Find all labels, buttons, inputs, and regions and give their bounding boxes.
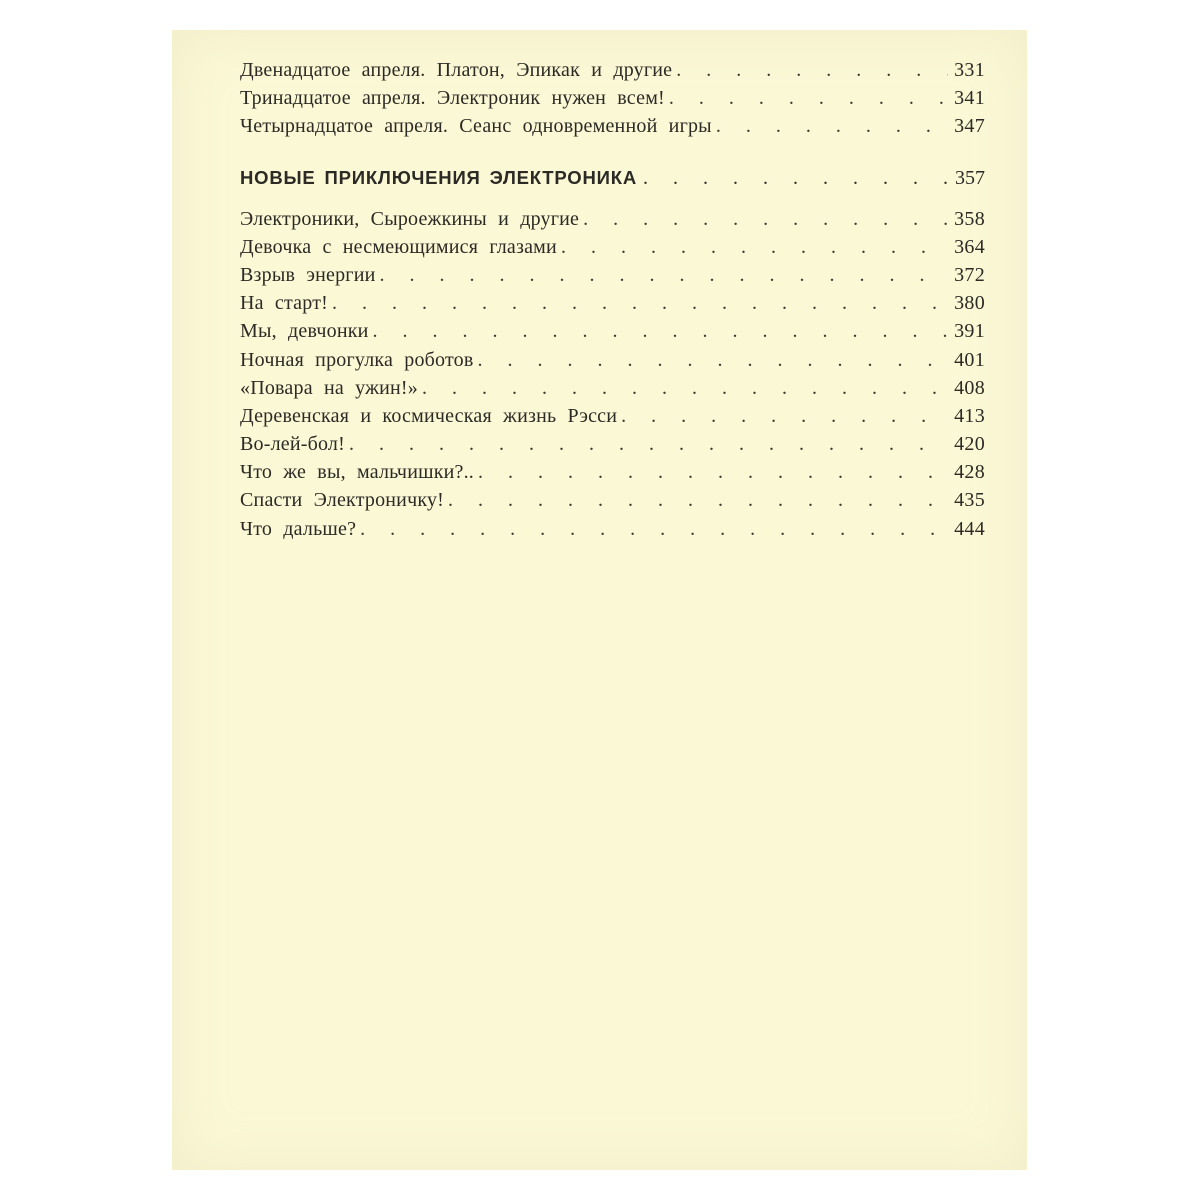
toc-entry-page: 364 [954, 235, 985, 258]
toc-entry [240, 515, 985, 543]
leader-dots [373, 317, 949, 345]
toc-entry-title: Что же вы, мальчишки?.. [240, 461, 474, 484]
toc-entry-title: Электроники, Сыроежкины и другие [240, 207, 580, 230]
toc-entry-page: 347 [954, 115, 985, 138]
toc-entry-page: 391 [954, 320, 985, 343]
leader-dots [349, 430, 948, 458]
toc-entry [240, 374, 985, 402]
book-page [172, 30, 1027, 1170]
leader-dots [332, 289, 948, 317]
toc-entry-title: Четырнадцатое апреля. Сеанс одновременной игры [240, 115, 712, 138]
leader-dots [621, 402, 948, 430]
toc-entry-page: 413 [954, 404, 985, 427]
toc-entry-page: 420 [954, 433, 985, 456]
toc-entry [240, 486, 985, 514]
toc-entry-title: «Повара на ужин!» [240, 376, 418, 399]
leader-dots [669, 84, 948, 112]
toc-entry-page: 380 [954, 292, 985, 315]
toc-section-heading [240, 161, 985, 195]
toc-entry [240, 402, 985, 430]
toc-entry [240, 112, 985, 140]
leader-dots [360, 515, 948, 543]
toc-entry [240, 289, 985, 317]
toc-entry-title: Ночная прогулка роботов [240, 348, 474, 371]
toc-entry [240, 205, 985, 233]
toc-entry-title: Взрыв энергии [240, 263, 376, 286]
toc-entry-page: 372 [954, 263, 985, 286]
leader-dots [561, 233, 948, 261]
toc-entry-title: Во-лей-бол! [240, 433, 345, 456]
toc-section-group [240, 205, 985, 543]
leader-dots [380, 261, 949, 289]
toc-entry-page: 444 [954, 517, 985, 540]
section-title: НОВЫЕ ПРИКЛЮЧЕНИЯ ЭЛЕКТРОНИКА [240, 166, 637, 188]
toc-entry-title: Что дальше? [240, 517, 357, 540]
leader-dots [448, 486, 948, 514]
toc-entry-title: Спасти Электроничку! [240, 489, 445, 512]
toc-entry [240, 261, 985, 289]
toc-entry [240, 233, 985, 261]
toc-entry-title: Мы, девчонки [240, 320, 369, 343]
toc-top-group [240, 56, 985, 141]
toc-entry-page: 435 [954, 489, 985, 512]
leader-dots [643, 161, 949, 195]
toc-entry [240, 56, 985, 84]
toc-entry [240, 458, 985, 486]
toc-entry [240, 346, 985, 374]
toc-entry [240, 84, 985, 112]
toc-entry [240, 317, 985, 345]
toc-entry-title: Тринадцатое апреля. Электроник нужен всем! [240, 87, 665, 110]
toc-entry [240, 430, 985, 458]
toc-entry-page: 341 [954, 87, 985, 110]
leader-dots [676, 56, 948, 84]
table-of-contents [240, 56, 985, 543]
toc-entry-page: 358 [954, 207, 985, 230]
leader-dots [422, 374, 948, 402]
toc-entry-page: 408 [954, 376, 985, 399]
toc-entry-page: 401 [954, 348, 985, 371]
section-page: 357 [955, 166, 985, 189]
toc-entry-title: Девочка с несмеющимися глазами [240, 235, 557, 258]
leader-dots [716, 112, 948, 140]
toc-entry-title: Деревенская и космическая жизнь Рэсси [240, 404, 618, 427]
toc-entry-page: 428 [954, 461, 985, 484]
toc-entry-title: Двенадцатое апреля. Платон, Эпикак и другие [240, 59, 673, 81]
toc-entry-title: На старт! [240, 292, 328, 315]
leader-dots [583, 205, 948, 233]
toc-entry-page: 331 [954, 59, 985, 81]
leader-dots [478, 458, 948, 486]
leader-dots [478, 346, 949, 374]
